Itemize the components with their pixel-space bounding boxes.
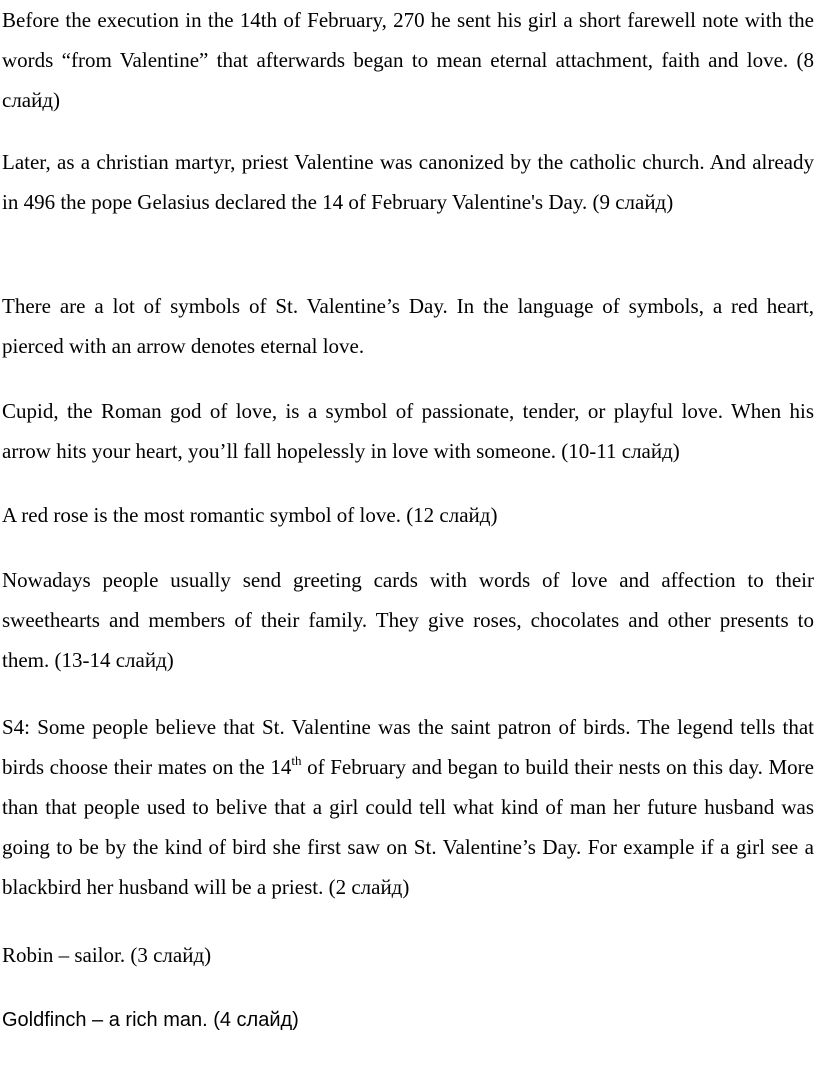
birds-legend-text-start: S4: Some people believe that St. Valentine was the saint patron of birds. The legend tells that birds choose their mates on the 14: [2, 715, 814, 779]
paragraph-goldfinch: Goldfinch – a rich man. (4 слайд): [2, 1009, 299, 1031]
paragraph-symbols-heart: There are a lot of symbols of St. Valentine’s Day. In the language of symbols, a red heart, pierced with an arrow denotes eternal love.: [2, 294, 814, 358]
paragraph-canonization: Later, as a christian martyr, priest Valentine was canonized by the catholic church. And already in 496 the pope Gelasius declared the 14 of February Valentine's Day. (9 слайд): [2, 150, 814, 214]
ordinal-superscript: th: [291, 753, 302, 768]
paragraph-greeting-cards: Nowadays people usually send greeting cards with words of love and affection to their sweethearts and members of their family. They give roses, chocolates and other presents to them. (13-14 слайд): [2, 568, 814, 672]
paragraph-robin: Robin – sailor. (3 слайд): [2, 943, 212, 967]
paragraph-red-rose: A red rose is the most romantic symbol of love. (12 слайд): [2, 503, 498, 527]
paragraph-execution-farewell-note: Before the execution in the 14th of February, 270 he sent his girl a short farewell note with the words “from Valentine” that afterwards began to mean eternal attachment, faith and love. (8 слайд): [2, 8, 814, 112]
birds-legend-text-end: of February and began to build their nests on this day. More than that people used to belive that a girl could tell what kind of man her future husband was going to be by the kind of bird she first saw on St. Valentine’s Day. For example if a girl see a blackbird her husband will be a priest. (2 слайд): [2, 755, 814, 899]
paragraph-cupid: Cupid, the Roman god of love, is a symbol of passionate, tender, or playful love. When his arrow hits your heart, you’ll fall hopelessly in love with someone. (10-11 слайд): [2, 399, 814, 463]
paragraph-birds-legend: [0, 707, 816, 907]
